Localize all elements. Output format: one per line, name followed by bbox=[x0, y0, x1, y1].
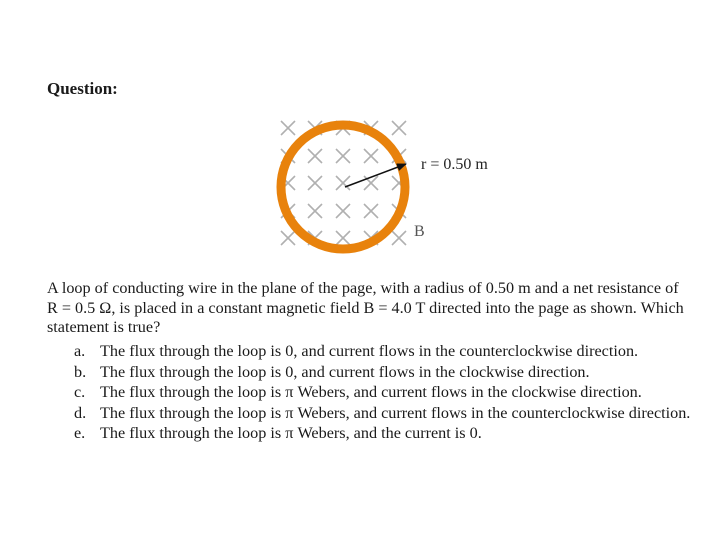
choice-text: The flux through the loop is 0, and current flows in the clockwise direction. bbox=[100, 362, 590, 381]
field-into-page-marker bbox=[392, 121, 406, 135]
answer-choice bbox=[47, 423, 697, 444]
choice-letter: c. bbox=[74, 383, 86, 401]
choice-letter: e. bbox=[74, 424, 86, 442]
field-into-page-marker bbox=[336, 231, 350, 245]
choice-text: The flux through the loop is π Webers, and the current is 0. bbox=[100, 424, 482, 442]
choice-letter: a. bbox=[74, 342, 86, 360]
conducting-loop bbox=[281, 125, 405, 249]
answer-choices bbox=[47, 341, 697, 444]
choice-text: The flux through the loop is π Webers, and current flows in the counterclockwise direction. bbox=[100, 403, 691, 422]
field-into-page-marker bbox=[281, 121, 295, 135]
field-into-page-marker bbox=[364, 176, 378, 190]
radius-arrow bbox=[345, 164, 406, 187]
radius-label: r = 0.50 m bbox=[421, 156, 488, 173]
field-into-page-marker bbox=[392, 231, 406, 245]
field-into-page-marker bbox=[336, 204, 350, 218]
field-into-page-marker bbox=[308, 176, 322, 190]
choice-text: The flux through the loop is π Webers, and current flows in the clockwise direction. bbox=[100, 383, 642, 401]
question-heading: Question: bbox=[47, 79, 118, 98]
field-into-page-marker bbox=[364, 149, 378, 163]
field-into-page-marker bbox=[281, 231, 295, 245]
choice-letter: b. bbox=[74, 362, 87, 381]
choice-letter: d. bbox=[74, 403, 87, 422]
field-into-page-marker bbox=[336, 149, 350, 163]
choice-text: The flux through the loop is 0, and current flows in the counterclockwise direction. bbox=[100, 342, 639, 360]
field-into-page-marker bbox=[308, 149, 322, 163]
answer-choice bbox=[47, 362, 697, 383]
field-into-page-marker bbox=[364, 204, 378, 218]
answer-choice bbox=[47, 341, 697, 362]
field-into-page-marker bbox=[308, 204, 322, 218]
answer-choice bbox=[47, 403, 697, 424]
field-label: B bbox=[414, 223, 425, 240]
answer-choice bbox=[47, 382, 697, 403]
field-into-page-marker bbox=[336, 176, 350, 190]
question-stem: A loop of conducting wire in the plane of the page, with a radius of 0.50 m and a net resistance of R = 0.5 Ω, is placed in a constant magnetic field B = 4.0 T directed into the page as shown. Which statement is true? bbox=[47, 279, 684, 336]
